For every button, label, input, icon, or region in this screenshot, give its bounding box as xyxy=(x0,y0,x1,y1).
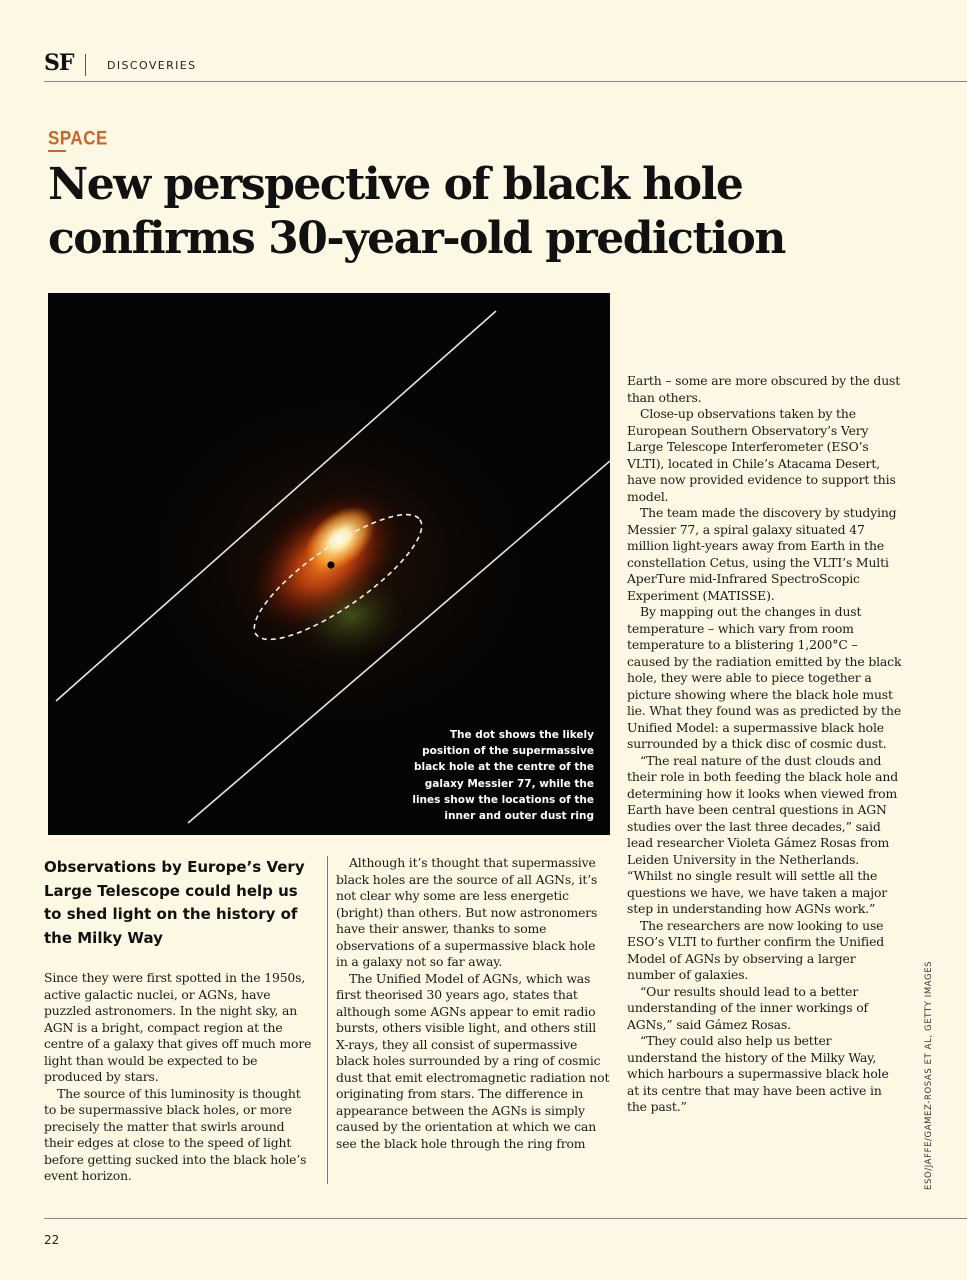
article-column-2 xyxy=(336,855,610,1152)
column-divider xyxy=(327,856,328,1184)
paragraph: The team made the discovery by studying Messier 77, a spiral galaxy situated 47 million light-years away from Earth in the constellation Cetus, using the VLTI’s Multi AperTure mid-Infrared SpectroScopic Experiment (MATISSE). xyxy=(627,505,897,603)
paragraph: The researchers are now looking to use ESO’s VLTI to further confirm the Unified Model of AGNs by observing a larger number of galaxies. xyxy=(627,917,885,982)
paragraph: Although it’s thought that supermassive black holes are the source of all AGNs, it’s not clear why some are less energetic (bright) than others. But now astronomers have their answer, thanks to some observations of a supermassive black hole in a galaxy not so far away. xyxy=(336,855,598,969)
paragraph: “Our results should lead to a better understanding of the inner workings of AGNs,” said Gámez Rosas. xyxy=(627,983,868,1032)
article-column-1 xyxy=(44,970,314,1185)
paragraph: By mapping out the changes in dust temperature – which vary from room temperature to a blistering 1,200°C – caused by the radiation emitted by the black hole, they were able to piece together a picture showing where the black hole must lie. What they found was as predicted by the Unified Model: a supermassive black hole surrounded by a thick disc of cosmic dust. xyxy=(627,604,902,751)
figure-caption: The dot shows the likely position of the supermassive black hole at the centre of the galaxy Messier 77, while the lines show the locations of the inner and outer dust ring xyxy=(412,729,594,823)
paragraph: “The real nature of the dust clouds and their role in both feeding the black hole and determining how it looks when viewed from Earth have been central questions in AGN studies over the last three decades,” said lead researcher Violeta Gámez Rosas from Leiden University in the Netherlands. “Whilst no single result will settle all the questions we have, we have taken a major step in understanding how AGNs work.” xyxy=(627,752,899,916)
headline: New perspective of black hole confirms 30-year-old prediction xyxy=(48,159,785,264)
section-label: DISCOVERIES xyxy=(107,59,197,72)
paragraph: Since they were first spotted in the 1950s, active galactic nuclei, or AGNs, have puzzled astronomers. In the night sky, an AGN is a bright, compact region at the centre of a galaxy that gives off much more light than would be expected to be produced by stars. xyxy=(44,970,312,1084)
paragraph: “They could also help us better understand the history of the Milky Way, which harbours a supermassive black hole at its centre that may have been active in the past.” xyxy=(627,1033,889,1114)
kicker-underline xyxy=(48,150,66,152)
paragraph: Close-up observations taken by the European Southern Observatory’s Very Large Telescope Interferometer (ESO’s VLTI), located in Chile’s Atacama Desert, have now provided evidence to support this model. xyxy=(627,406,896,504)
paragraph: The Unified Model of AGNs, which was first theorised 30 years ago, states that although some AGNs appear to emit radio bursts, others visible light, and others still X-rays, they all consist of supermassive black holes surrounded by a ring of cosmic dust that emit electromagnetic radiation not originating from stars. The difference in appearance between the AGNs is simply caused by the orientation at which we can see the black hole through the ring from xyxy=(336,970,610,1151)
magazine-logo: SF xyxy=(44,50,74,76)
image-credit: ESO/JAFFE/GAMEZ-ROSAS ET AL, GETTY IMAGES xyxy=(924,960,934,1190)
black-hole-dot xyxy=(327,561,334,568)
standfirst: Observations by Europe’s Very Large Telescope could help us to shed light on the history of the Milky Way xyxy=(44,858,305,947)
black-hole-image xyxy=(48,293,610,835)
article-column-3 xyxy=(627,373,903,1116)
paragraph: Earth – some are more obscured by the dust than others. xyxy=(627,373,901,405)
header-divider xyxy=(85,54,86,76)
footer-rule xyxy=(44,1218,967,1219)
header-rule xyxy=(44,81,967,82)
paragraph: The source of this luminosity is thought to be supermassive black holes, or more precisely the matter that swirls around their edges at close to the speed of light before getting sucked into the black hole’s event horizon. xyxy=(44,1085,307,1183)
page-number: 22 xyxy=(44,1233,60,1247)
kicker-label: SPACE xyxy=(48,127,108,149)
